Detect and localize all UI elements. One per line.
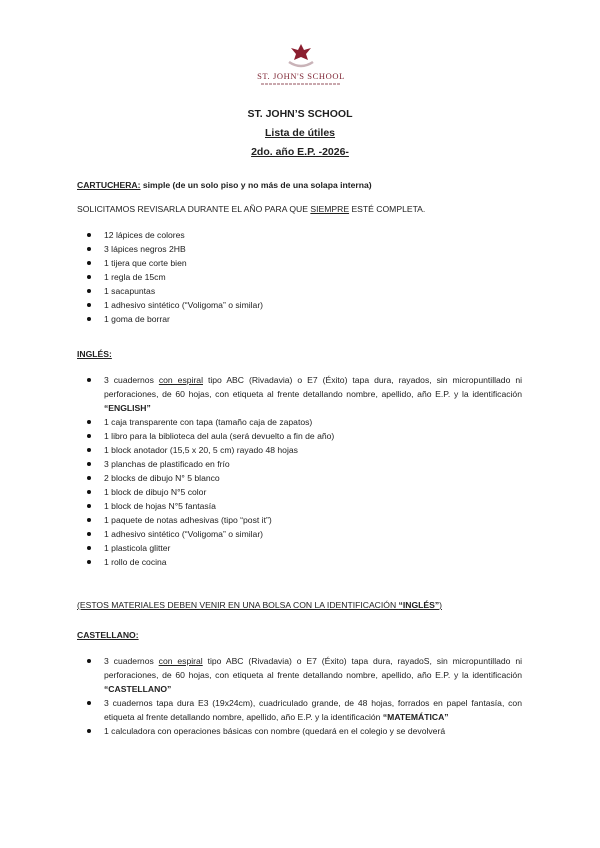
list-item: 3 planchas de plastificado en frío xyxy=(86,457,522,471)
logo-name: ST. JOHN'S SCHOOL xyxy=(257,71,345,81)
list-item: 1 block anotador (15,5 x 20, 5 cm) rayado 48 hojas xyxy=(86,443,522,457)
list-item: 1 sacapuntas xyxy=(86,284,522,298)
list-item: 1 tijera que corte bien xyxy=(86,256,522,270)
note-end: ) xyxy=(439,600,443,610)
list-item: 1 caja transparente con tapa (tamaño caja de zapatos) xyxy=(86,415,522,429)
list-item: 1 paquete de notas adhesivas (tipo “post it”) xyxy=(86,513,522,527)
logo-subtitle-line xyxy=(261,83,341,85)
list-item: 1 calculadora con operaciones básicas con nombre (quedará en el colegio y se devolverá xyxy=(86,724,522,738)
grade-title: 2do. año E.P. -2026- xyxy=(251,146,349,158)
list-item: 1 libro para la biblioteca del aula (será devuelto a fin de año) xyxy=(86,429,522,443)
item-underlined: con espiral xyxy=(158,656,203,666)
item-text: 3 cuadernos tapa dura E3 (19x24cm), cuadriculado grande, de 48 hojas, forrados en papel fantasía, con etiqueta al frente detallando nombre, apellido, año E.P. y la identificación xyxy=(104,698,522,722)
note-text: SOLICITAMOS REVISARLA DURANTE EL AÑO PARA QUE xyxy=(77,204,311,214)
item-bold: “ENGLISH” xyxy=(104,403,151,413)
castellano-heading: CASTELLANO: xyxy=(77,630,139,640)
list-item: 1 goma de borrar xyxy=(86,312,522,326)
list-item: 12 lápices de colores xyxy=(86,228,522,242)
castellano-list xyxy=(86,654,522,738)
list-item: 1 regla de 15cm xyxy=(86,270,522,284)
item-text: tipo ABC (Rivadavia) o E7 (Éxito) tapa dura, rayados, sin micropuntillado ni perforaciones, de 60 hojas, con etiqueta al frente detallando nombre, apellido, año E.P. y la identificación xyxy=(104,375,523,399)
item-bold: “MATEMÁTICA” xyxy=(382,712,449,722)
list-item: 1 plasticola glitter xyxy=(86,541,522,555)
list-item: 1 rollo de cocina xyxy=(86,555,522,569)
item-text: 3 cuadernos xyxy=(104,656,159,666)
note-bold: “INGLÉS” xyxy=(398,600,440,610)
list-item: 1 block de dibujo N°5 color xyxy=(86,485,522,499)
list-item: 1 adhesivo sintético (“Voligoma” o similar) xyxy=(86,298,522,312)
ingles-bag-note xyxy=(77,600,442,610)
ingles-list xyxy=(86,373,522,569)
item-bold: “CASTELLANO” xyxy=(104,684,172,694)
cartuchera-heading xyxy=(77,180,372,190)
list-item: 2 blocks de dibujo N° 5 blanco xyxy=(86,471,522,485)
list-title: Lista de útiles xyxy=(264,127,336,139)
list-item xyxy=(86,654,522,696)
cartuchera-label: CARTUCHERA: xyxy=(77,180,141,190)
school-logo xyxy=(256,40,346,96)
list-item: 1 block de hojas N°5 fantasía xyxy=(86,499,522,513)
school-name: ST. JOHN’S SCHOOL xyxy=(247,108,353,120)
cartuchera-list xyxy=(86,228,522,326)
note-text: (ESTOS MATERIALES DEBEN VENIR EN UNA BOLSA CON LA IDENTIFICACIÓN xyxy=(77,600,399,610)
list-item: 3 lápices negros 2HB xyxy=(86,242,522,256)
note-underlined: SIEMPRE xyxy=(310,204,350,214)
cartuchera-note xyxy=(77,204,425,214)
list-item xyxy=(86,696,522,724)
eagle-icon xyxy=(281,40,321,70)
note-text-end: ESTÉ COMPLETA. xyxy=(349,204,426,214)
list-item xyxy=(86,373,522,415)
cartuchera-desc: simple (de un solo piso y no más de una solapa interna) xyxy=(140,180,372,190)
item-underlined: con espiral xyxy=(158,375,203,385)
list-item: 1 adhesivo sintético (“Voligoma” o similar) xyxy=(86,527,522,541)
item-text: tipo ABC (Rivadavia) o E7 (Éxito) tapa dura, rayadoS, sin micropuntillado ni perforaciones, de 60 hojas, con etiqueta al frente detallando nombre, apellido, año E.P. y la identificación xyxy=(104,656,523,680)
ingles-heading: INGLÉS: xyxy=(77,349,112,359)
item-text: 3 cuadernos xyxy=(104,375,159,385)
